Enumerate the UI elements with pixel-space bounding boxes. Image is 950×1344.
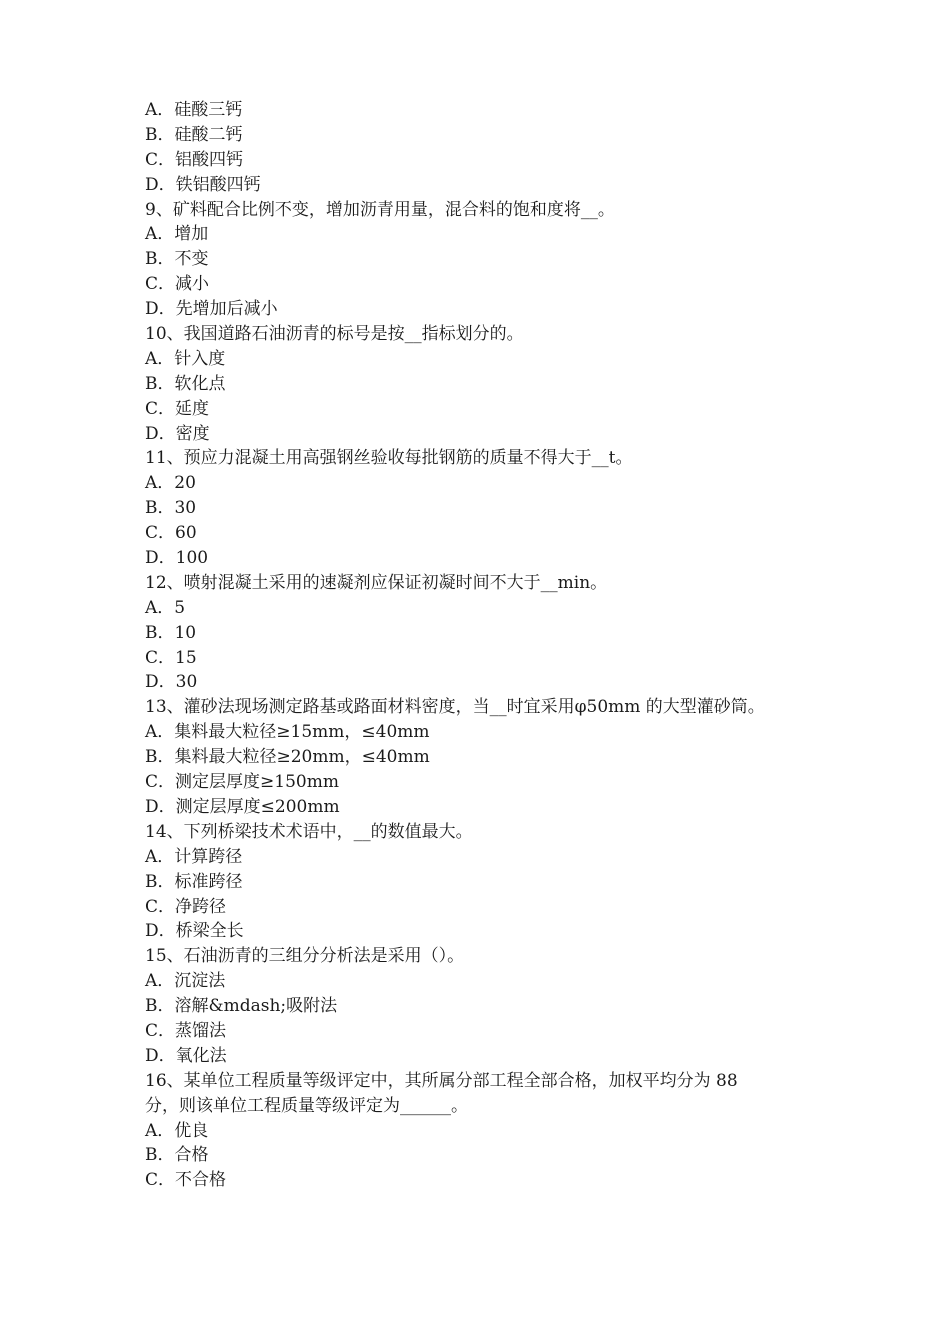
option-line: B．30 (145, 498, 197, 519)
option-line: D．氧化法 (145, 1045, 227, 1066)
option-line: D．先增加后减小 (145, 299, 278, 320)
option-line: D．100 (145, 548, 209, 569)
option-line: B．集料最大粒径≥20mm，≤40mm (145, 747, 430, 768)
option-line: B．合格 (145, 1145, 209, 1166)
option-line: B．标准跨径 (145, 871, 243, 892)
option-line: D．铁铝酸四钙 (145, 174, 261, 195)
option-line: A．集料最大粒径≥15mm，≤40mm (145, 722, 430, 743)
option-line: D．30 (145, 672, 198, 693)
question-line: 13、灌砂法现场测定路基或路面材料密度，当__时宜采用φ50mm 的大型灌砂筒。 (145, 697, 765, 718)
option-line: A．5 (145, 597, 186, 618)
question-list (145, 98, 810, 1193)
option-line: A．增加 (145, 224, 209, 245)
option-line: A．20 (145, 473, 196, 494)
option-line: D．桥梁全长 (145, 921, 244, 942)
question-line: 15、石油沥青的三组分分析法是采用（）。 (145, 946, 465, 967)
question-line-continued: 分，则该单位工程质量等级评定为______。 (145, 1095, 468, 1116)
question-line: 14、下列桥梁技术术语中，__的数值最大。 (145, 821, 473, 842)
question-line: 12、喷射混凝土采用的速凝剂应保证初凝时间不大于__min。 (145, 572, 608, 593)
option-line: A．计算跨径 (145, 846, 243, 867)
option-line: A．针入度 (145, 348, 226, 369)
option-line: D．密度 (145, 423, 210, 444)
option-line: C．铝酸四钙 (145, 149, 244, 170)
option-line: C．蒸馏法 (145, 1020, 227, 1041)
option-line: D．测定层厚度≤200mm (145, 796, 340, 817)
option-line: B．软化点 (145, 373, 226, 394)
option-line: C．15 (145, 647, 197, 668)
option-line: B．溶解&mdash;吸附法 (145, 996, 338, 1017)
option-line: B．10 (145, 622, 197, 643)
option-line: C．净跨径 (145, 896, 227, 917)
option-line: C．测定层厚度≥150mm (145, 772, 339, 793)
option-line: C．减小 (145, 274, 210, 295)
option-line: C．延度 (145, 398, 210, 419)
option-line: A．沉淀法 (145, 971, 226, 992)
option-line: B．不变 (145, 249, 209, 270)
question-line: 10、我国道路石油沥青的标号是按__指标划分的。 (145, 324, 524, 345)
option-line: B．硅酸二钙 (145, 124, 243, 145)
option-line: C．60 (145, 523, 197, 544)
question-line: 11、预应力混凝土用高强钢丝验收每批钢筋的质量不得大于__t。 (145, 448, 633, 469)
option-line: C．不合格 (145, 1170, 227, 1191)
question-line: 9、矿料配合比例不变，增加沥青用量，混合料的饱和度将__。 (145, 199, 615, 220)
option-line: A．硅酸三钙 (145, 100, 243, 120)
question-line: 16、某单位工程质量等级评定中，其所属分部工程全部合格，加权平均分为 88 (145, 1070, 738, 1091)
option-line: A．优良 (145, 1120, 209, 1141)
